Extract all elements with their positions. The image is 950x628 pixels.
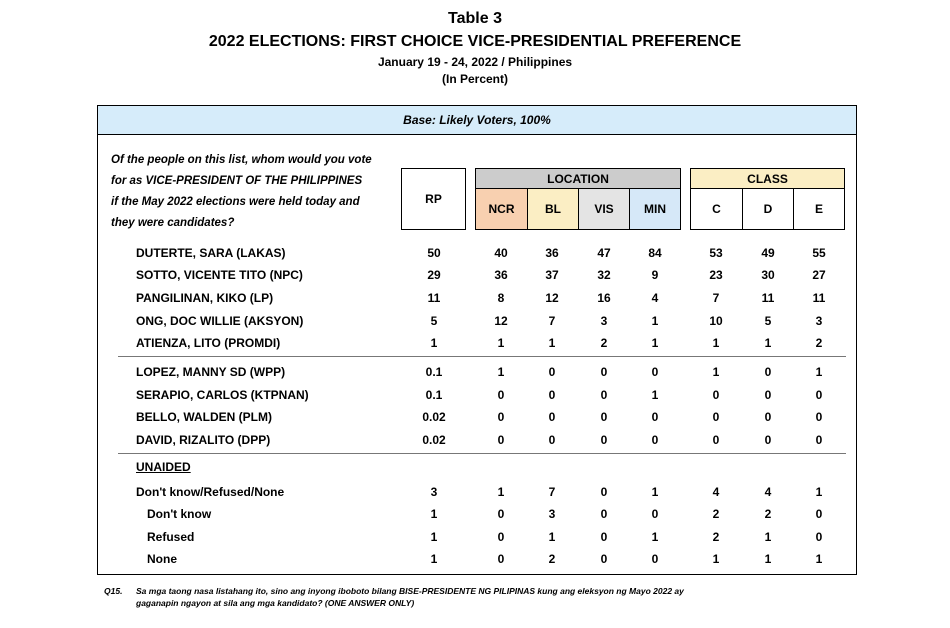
cell-vis: 0 (600, 388, 608, 402)
cell-ncr: 0 (497, 552, 505, 566)
cell-e: 0 (815, 388, 823, 402)
header-min: MIN (629, 188, 681, 230)
cell-e: 0 (815, 530, 823, 544)
row-label: PANGILINAN, KIKO (LP) (136, 291, 274, 305)
cell-min: 0 (651, 552, 659, 566)
table-row (0, 242, 950, 264)
table-row (0, 429, 950, 451)
header-class: CLASS (690, 168, 845, 189)
cell-c: 1 (712, 365, 720, 379)
table-row (0, 503, 950, 525)
question-text (111, 150, 401, 234)
footnote-line-1: Sa mga taong nasa listahang ito, sino ang inyong iboboto bilang BISE-PRESIDENTE NG PILIPINAS kung ang eleksyon ng Mayo 2022 ay (136, 586, 684, 596)
cell-bl: 0 (548, 433, 556, 447)
row-label: None (147, 552, 177, 566)
cell-min: 1 (651, 530, 659, 544)
cell-min: 0 (651, 410, 659, 424)
cell-rp: 29 (427, 268, 441, 282)
row-label: Refused (147, 530, 195, 544)
header-rp: RP (401, 168, 466, 230)
cell-e: 1 (815, 365, 823, 379)
cell-d: 2 (764, 507, 772, 521)
cell-bl: 0 (548, 388, 556, 402)
cell-d: 0 (764, 410, 772, 424)
cell-rp: 0.1 (425, 365, 443, 379)
cell-d: 0 (764, 365, 772, 379)
cell-e: 0 (815, 433, 823, 447)
cell-d: 4 (764, 485, 772, 499)
cell-rp: 0.02 (422, 433, 446, 447)
header-c: C (690, 188, 743, 230)
cell-ncr: 1 (497, 365, 505, 379)
cell-min: 1 (651, 485, 659, 499)
cell-d: 1 (764, 530, 772, 544)
cell-bl: 7 (548, 314, 556, 328)
row-label: DUTERTE, SARA (LAKAS) (136, 246, 286, 260)
header-e: E (793, 188, 845, 230)
cell-min: 1 (651, 314, 659, 328)
table-dates: January 19 - 24, 2022 / Philippines (377, 55, 573, 69)
row-label: ATIENZA, LITO (PROMDI) (136, 336, 281, 350)
question-line: Of the people on this list, whom would you vote (111, 154, 372, 166)
question-line: if the May 2022 elections were held today and (111, 196, 360, 208)
cell-rp: 0.02 (422, 410, 446, 424)
table-row (0, 526, 950, 548)
cell-vis: 0 (600, 507, 608, 521)
cell-rp: 1 (430, 507, 438, 521)
header-bl: BL (527, 188, 579, 230)
table-row (0, 310, 950, 332)
cell-d: 0 (764, 433, 772, 447)
question-line: they were candidates? (111, 217, 235, 229)
cell-rp: 5 (430, 314, 438, 328)
cell-rp: 0.1 (425, 388, 443, 402)
table-unit: (In Percent) (441, 72, 508, 86)
footnote-line-2: gaganapin ngayon at sila ang mga kandidato? (ONE ANSWER ONLY) (136, 598, 415, 608)
cell-ncr: 1 (497, 336, 505, 350)
cell-bl: 12 (545, 291, 559, 305)
unaided-label: UNAIDED (136, 460, 191, 474)
cell-e: 11 (812, 291, 826, 305)
cell-ncr: 0 (497, 507, 505, 521)
cell-e: 1 (815, 552, 823, 566)
table-row (0, 287, 950, 309)
cell-c: 0 (712, 388, 720, 402)
cell-e: 1 (815, 485, 823, 499)
cell-min: 1 (651, 336, 659, 350)
table-row (0, 406, 950, 428)
cell-bl: 1 (548, 530, 556, 544)
cell-ncr: 0 (497, 410, 505, 424)
cell-d: 30 (761, 268, 775, 282)
row-separator (118, 356, 846, 357)
row-label: BELLO, WALDEN (PLM) (136, 410, 272, 424)
row-label: SOTTO, VICENTE TITO (NPC) (136, 268, 303, 282)
cell-min: 0 (651, 433, 659, 447)
cell-d: 49 (761, 246, 775, 260)
row-label: LOPEZ, MANNY SD (WPP) (136, 365, 286, 379)
cell-d: 5 (764, 314, 772, 328)
cell-rp: 3 (430, 485, 438, 499)
cell-ncr: 40 (494, 246, 508, 260)
cell-c: 0 (712, 433, 720, 447)
cell-min: 9 (651, 268, 659, 282)
cell-ncr: 0 (497, 388, 505, 402)
cell-vis: 16 (597, 291, 611, 305)
header-location: LOCATION (475, 168, 681, 189)
cell-rp: 1 (430, 336, 438, 350)
cell-e: 0 (815, 507, 823, 521)
cell-ncr: 0 (497, 433, 505, 447)
row-separator (118, 453, 846, 454)
cell-e: 27 (812, 268, 826, 282)
table-number: Table 3 (448, 10, 502, 27)
row-label: Don't know/Refused/None (136, 485, 285, 499)
cell-c: 53 (709, 246, 723, 260)
cell-ncr: 36 (494, 268, 508, 282)
cell-bl: 2 (548, 552, 556, 566)
cell-c: 10 (709, 314, 723, 328)
cell-bl: 0 (548, 410, 556, 424)
cell-vis: 0 (600, 365, 608, 379)
cell-e: 55 (812, 246, 826, 260)
cell-min: 0 (651, 365, 659, 379)
table-row (0, 481, 950, 503)
cell-min: 0 (651, 507, 659, 521)
cell-vis: 2 (600, 336, 608, 350)
cell-vis: 0 (600, 530, 608, 544)
cell-ncr: 1 (497, 485, 505, 499)
row-label: ONG, DOC WILLIE (AKSYON) (136, 314, 304, 328)
cell-vis: 0 (600, 410, 608, 424)
cell-rp: 1 (430, 530, 438, 544)
cell-e: 2 (815, 336, 823, 350)
row-label: DAVID, RIZALITO (DPP) (136, 433, 271, 447)
cell-ncr: 0 (497, 530, 505, 544)
cell-d: 11 (761, 291, 775, 305)
cell-ncr: 12 (494, 314, 508, 328)
row-label: SERAPIO, CARLOS (KTPNAN) (136, 388, 309, 402)
header-ncr: NCR (475, 188, 528, 230)
cell-c: 2 (712, 530, 720, 544)
table-row (0, 384, 950, 406)
cell-d: 1 (764, 336, 772, 350)
cell-vis: 32 (597, 268, 611, 282)
cell-vis: 47 (597, 246, 611, 260)
footnote-question-number: Q15. (104, 586, 123, 596)
row-label: Don't know (147, 507, 212, 521)
cell-c: 1 (712, 336, 720, 350)
table-row (0, 332, 950, 354)
cell-c: 0 (712, 410, 720, 424)
cell-c: 2 (712, 507, 720, 521)
cell-c: 23 (709, 268, 723, 282)
cell-e: 3 (815, 314, 823, 328)
cell-vis: 0 (600, 485, 608, 499)
cell-bl: 3 (548, 507, 556, 521)
cell-bl: 37 (545, 268, 559, 282)
cell-c: 1 (712, 552, 720, 566)
cell-c: 7 (712, 291, 720, 305)
header-vis: VIS (578, 188, 630, 230)
question-line: for as VICE-PRESIDENT OF THE PHILIPPINES (111, 175, 363, 187)
cell-vis: 0 (600, 552, 608, 566)
cell-d: 1 (764, 552, 772, 566)
cell-min: 4 (651, 291, 659, 305)
cell-vis: 0 (600, 433, 608, 447)
cell-bl: 36 (545, 246, 559, 260)
table-row (0, 361, 950, 383)
cell-bl: 7 (548, 485, 556, 499)
cell-d: 0 (764, 388, 772, 402)
table-title: 2022 ELECTIONS: FIRST CHOICE VICE-PRESIDENTIAL PREFERENCE (208, 33, 742, 50)
base-banner: Base: Likely Voters, 100% (98, 106, 856, 135)
cell-vis: 3 (600, 314, 608, 328)
cell-min: 1 (651, 388, 659, 402)
cell-rp: 11 (427, 291, 441, 305)
cell-ncr: 8 (497, 291, 505, 305)
table-row (0, 548, 950, 570)
cell-min: 84 (648, 246, 662, 260)
cell-rp: 50 (427, 246, 441, 260)
cell-bl: 0 (548, 365, 556, 379)
table-row (0, 264, 950, 286)
cell-bl: 1 (548, 336, 556, 350)
cell-e: 0 (815, 410, 823, 424)
cell-c: 4 (712, 485, 720, 499)
cell-rp: 1 (430, 552, 438, 566)
header-d: D (742, 188, 794, 230)
